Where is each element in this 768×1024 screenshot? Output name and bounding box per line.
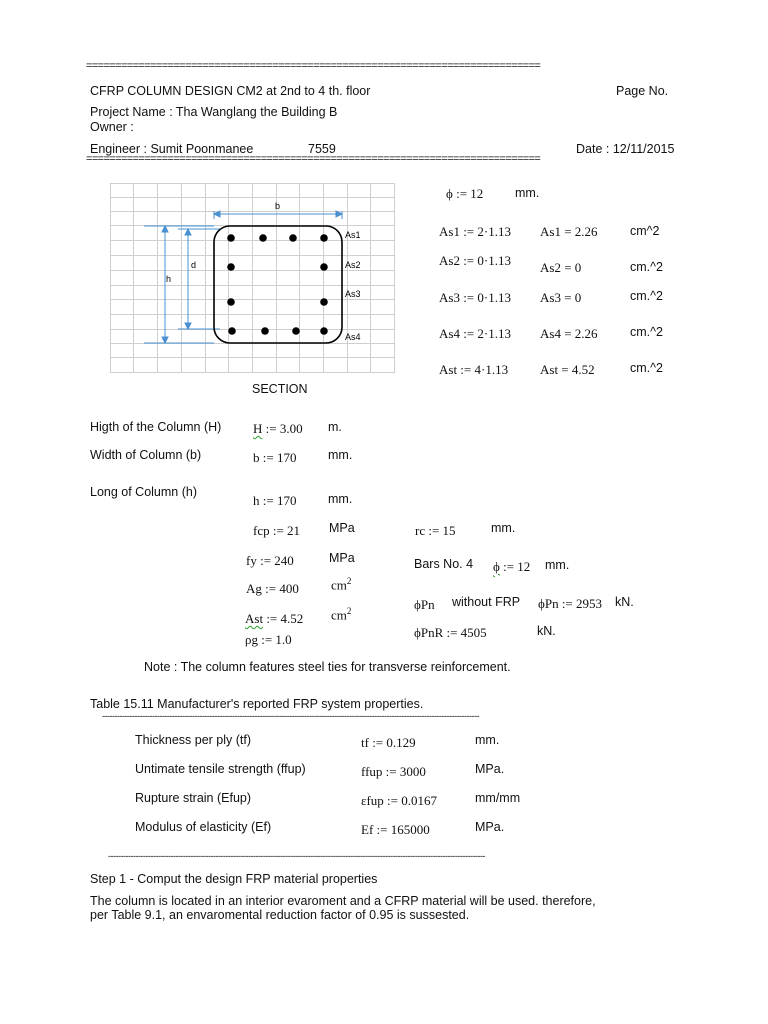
grid-lines [110, 183, 395, 373]
frp-modulus-label: Modulus of elasticity (Ef) [135, 820, 272, 834]
bars-phi-unit: mm. [545, 558, 570, 572]
phipnr-value: ϕPnR := 4505 [414, 625, 487, 640]
frp-modulus-unit: MPa. [475, 820, 505, 834]
frp-table-rule-top: ------------------------------------------------------------------------------------------------------------------------------------------------------- [102, 711, 480, 721]
long-unit: mm. [328, 492, 353, 506]
step1-title: Step 1 - Comput the design FRP material properties [90, 872, 378, 886]
ast-unit: cm.^2 [630, 361, 663, 375]
engineer: Engineer : Sumit Poonmanee [90, 142, 254, 156]
height-value [253, 421, 303, 437]
rho-value: ρg := 1.0 [245, 632, 292, 647]
as4-result: As4 = 2.26 [540, 326, 598, 341]
frp-modulus-value: Ef := 165000 [361, 822, 430, 837]
phipn-unit: kN. [615, 595, 634, 609]
engineer-id: 7559 [308, 142, 336, 156]
step1-line1: The column is located in an interior evaroment and a CFRP material will be used. therefore, [90, 894, 596, 908]
fcp-unit: MPa [329, 521, 355, 535]
as3-unit: cm.^2 [630, 289, 663, 303]
label-as2: As2 [345, 260, 361, 270]
frp-strain-unit: mm/mm [475, 791, 521, 805]
frp-strength-unit: MPa. [475, 762, 505, 776]
ast-area-unit-exponent: 2 [346, 606, 352, 616]
phipn-description: without FRP [452, 595, 521, 609]
as2-unit: cm.^2 [630, 260, 663, 274]
dim-label-d: d [191, 260, 197, 270]
phipn-value: ϕPn := 2953 [538, 596, 603, 611]
section-caption: SECTION [252, 382, 308, 396]
as3-definition: As3 := 0·1.13 [439, 290, 511, 305]
width-value: b := 170 [253, 450, 297, 465]
long-label: Long of Column (h) [90, 485, 198, 499]
frp-thickness-unit: mm. [475, 733, 500, 747]
bars-phi-expression: := 12 [499, 559, 531, 574]
page-title: CFRP COLUMN DESIGN CM2 at 2nd to 4 th. floor [90, 84, 371, 98]
fcp-value: fcp := 21 [253, 523, 301, 538]
frp-thickness-value: tf := 0.129 [361, 735, 416, 750]
dim-label-b: b [275, 201, 281, 211]
step1-line2: per Table 9.1, an envaromental reduction factor of 0.95 is sussested. [90, 908, 470, 922]
height-unit: m. [328, 420, 342, 434]
height-label: Higth of the Column (H) [90, 420, 222, 434]
ag-unit [331, 576, 351, 593]
dimension-lines [144, 211, 342, 343]
as4-unit: cm.^2 [630, 325, 663, 339]
phipnr-unit: kN. [537, 624, 556, 638]
date: Date : 12/11/2015 [576, 142, 675, 156]
ast-area-expression: := 4.52 [263, 611, 304, 626]
phi-unit: mm. [515, 186, 540, 200]
frp-strain-value: εfup := 0.0167 [361, 793, 437, 808]
as4-definition: As4 := 2·1.13 [439, 326, 511, 341]
as1-definition: As1 := 2·1.13 [439, 224, 511, 239]
owner: Owner : [90, 120, 134, 134]
ast-definition: Ast := 4·1.13 [439, 362, 509, 377]
label-as3: As3 [345, 289, 361, 299]
frp-table-caption: Table 15.11 Manufacturer's reported FRP system properties. [90, 697, 424, 711]
ast-result: Ast = 4.52 [540, 362, 595, 377]
bars-phi-symbol: ϕ [493, 559, 500, 574]
as1-unit: cm^2 [630, 224, 660, 238]
ag-value: Ag := 400 [246, 581, 299, 596]
frp-table-rule-bottom: ------------------------------------------------------------------------------------------------------------------------------------------------------- [108, 851, 486, 861]
phi-diameter: ϕ := 12 [446, 186, 484, 201]
bars-number: Bars No. 4 [414, 557, 474, 571]
height-symbol: H [253, 421, 263, 436]
height-expression: := 3.00 [262, 421, 303, 436]
header-rule-top: ============================================================================== [86, 60, 541, 72]
ast-area-unit [331, 606, 351, 623]
ag-unit-base: cm [331, 577, 347, 593]
ag-unit-exponent: 2 [346, 576, 352, 586]
fy-value: fy := 240 [246, 553, 294, 568]
phipn-label: ϕPn [414, 597, 435, 612]
ast-area-unit-base: cm [331, 607, 347, 623]
frp-thickness-label: Thickness per ply (tf) [135, 733, 252, 747]
bars-phi [493, 559, 530, 575]
long-value: h := 170 [253, 493, 297, 508]
frp-strain-label: Rupture strain (Efup) [135, 791, 252, 805]
width-label: Width of Column (b) [90, 448, 202, 462]
header-rule-bottom: ============================================================================== [86, 153, 541, 165]
project-name: Project Name : Tha Wanglang the Building B [90, 105, 338, 119]
dim-label-h: h [166, 274, 172, 284]
page-number-label: Page No. [616, 84, 669, 98]
column-section-diagram [110, 183, 396, 373]
rc-value: rc := 15 [415, 523, 456, 538]
frp-strength-label: Untimate tensile strength (ffup) [135, 762, 306, 776]
ast-area [245, 611, 303, 627]
label-as1: As1 [345, 230, 361, 240]
as3-result: As3 = 0 [540, 290, 582, 305]
as1-result: As1 = 2.26 [540, 224, 598, 239]
rc-unit: mm. [491, 521, 516, 535]
rebar-dots [227, 234, 328, 335]
frp-strength-value: ffup := 3000 [361, 764, 426, 779]
note: Note : The column features steel ties for transverse reinforcement. [144, 660, 511, 674]
column-outline [214, 226, 342, 343]
as2-result: As2 = 0 [540, 260, 582, 275]
fy-unit: MPa [329, 551, 355, 565]
ast-area-symbol: Ast [245, 611, 264, 626]
label-as4: As4 [345, 332, 361, 342]
width-unit: mm. [328, 448, 353, 462]
as2-definition: As2 := 0·1.13 [439, 253, 511, 268]
